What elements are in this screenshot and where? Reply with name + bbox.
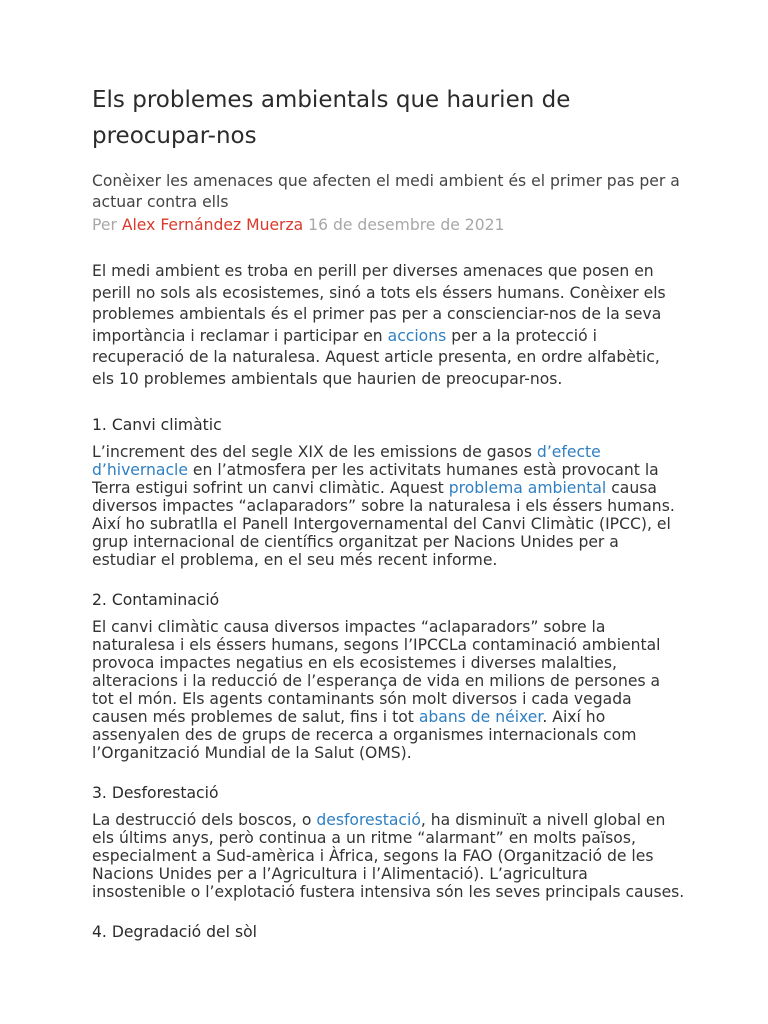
link-desforestacio[interactable]: desforestació	[316, 811, 421, 829]
text-segment: . Així ho assenyalen des de grups de recerca a organismes internacionals com l’Organització Mundial de la Salut (OMS).	[92, 708, 637, 762]
text-segment: en l’atmosfera per les activitats humanes està provocant la Terra estigui sofrint un canvi climàtic. Aquest	[92, 461, 659, 497]
article-byline	[92, 214, 686, 236]
author-name[interactable]: Alex Fernández Muerza	[121, 216, 304, 234]
intro-paragraph	[92, 261, 686, 390]
section-heading-degradacio-sol: 4. Degradació del sòl	[92, 923, 257, 941]
text-segment: L’increment des del segle XIX de les emissions de gasos	[92, 443, 537, 461]
article-title: Els problemes ambientals que haurien de preocupar-nos	[92, 87, 571, 149]
article-subtitle: Conèixer les amenaces que afecten el medi ambient és el primer pas per a actuar contra ells	[92, 172, 680, 211]
section-text-contaminacio	[92, 618, 686, 762]
section-text-canvi-climatic	[92, 443, 686, 569]
link-efecte-hivernacle[interactable]: d’efecte d’hivernacle	[92, 443, 601, 479]
intro-text-2: per a la protecció i recuperació de la naturalesa. Aquest article presenta, en ordre alfabètic, els 10 problemes ambientals que haurien de preocupar-nos.	[92, 326, 660, 388]
intro-text-1: El medi ambient es troba en perill per diverses amenaces que posen en perill no sols als ecosistemes, sinó a tots els éssers humans. Conèixer els problemes ambientals és el primer pas per a conscienciar-nos de la seva importància i reclamar i participar en	[92, 262, 666, 345]
text-segment: , ha disminuït a nivell global en els últims anys, però continua a un ritme “alarmant” en molts països, especialment a Sud-amèrica i Àfrica, segons la FAO (Organització de les Nacions Unides per a l’Agricultura i l’Alimentació). L’agricultura insostenible o l’explotació fustera intensiva són les seves principals causes.	[92, 811, 685, 901]
text-segment: La destrucció dels boscos, o	[92, 811, 317, 829]
section-heading-canvi-climatic: 1. Canvi climàtic	[92, 416, 222, 434]
link-problema-ambiental[interactable]: problema ambiental	[448, 479, 607, 497]
text-segment: causa diversos impactes “aclaparadors” sobre la naturalesa i els éssers humans. Així ho subratlla el Panell Intergovernamental del Canvi Climàtic (IPCC), el grup internacional de científics organitzat per Nacions Unides per a estudiar el problema, en el seu més recent informe.	[92, 479, 675, 569]
publish-date: 16 de desembre de 2021	[303, 216, 505, 234]
link-accions[interactable]: accions	[387, 326, 447, 345]
section-text-desforestacio	[92, 811, 686, 901]
link-abans-de-neixer[interactable]: abans de néixer	[418, 708, 543, 726]
section-heading-contaminacio: 2. Contaminació	[92, 591, 220, 609]
text-segment: El canvi climàtic causa diversos impactes “aclaparadors” sobre la naturalesa i els éssers humans, segons l’IPCCLa contaminació ambiental provoca impactes negatius en els ecosistemes i diverses malalties, alteracions i la reducció de l’esperança de vida en milions de persones a tot el món. Els agents contaminants són molt diversos i cada vegada causen més problemes de salut, fins i tot	[92, 618, 661, 726]
byline-prefix: Per	[92, 216, 122, 234]
section-heading-desforestacio: 3. Desforestació	[92, 784, 219, 802]
